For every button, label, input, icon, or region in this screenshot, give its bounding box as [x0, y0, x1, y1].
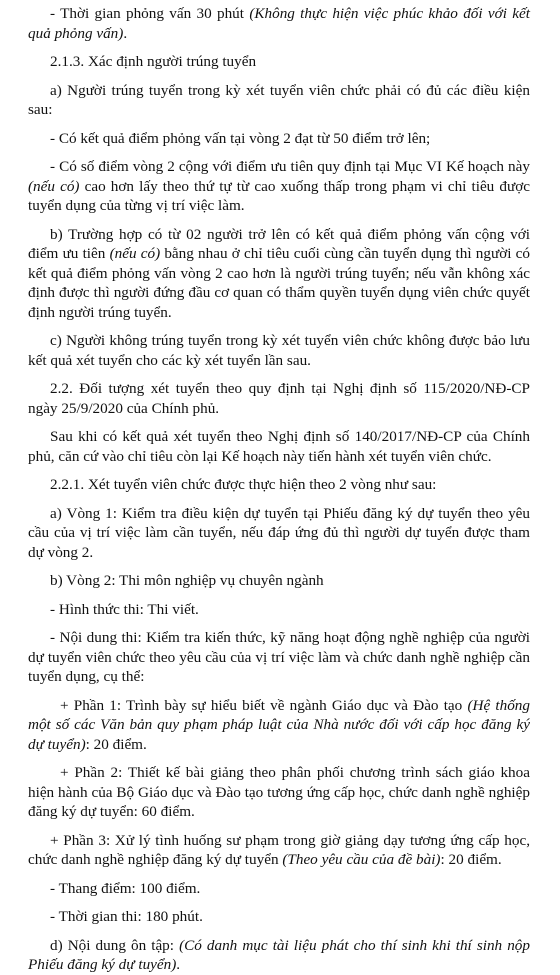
section-heading-2-1-3: 2.1.3. Xác định người trúng tuyển: [50, 53, 257, 70]
paragraph-tie-case: [28, 225, 530, 323]
paragraph-round-2: b) Vòng 2: Thi môn nghiệp vụ chuyên ngành: [50, 572, 324, 589]
paragraph-conditions: a) Người trúng tuyển trong kỳ xét tuyển viên chức phải có đủ các điều kiện sau:: [28, 81, 530, 118]
section-heading-2-2-1: 2.2.1. Xét tuyển viên chức được thực hiện theo 2 vòng như sau:: [50, 476, 437, 493]
text: d) Nội dung ôn tập:: [50, 936, 180, 954]
text: - Có số điểm vòng 2 cộng với điểm ưu tiên quy định tại Mục VI Kế hoạch này: [50, 158, 530, 175]
paragraph-part-3: [28, 831, 530, 870]
text: .: [176, 956, 181, 973]
text: + Phần 3: Xử lý tình huống sư phạm trong giờ giảng dạy tương ứng cấp học, chức danh nghề nghiệp đăng ký dự tuyển: [28, 831, 530, 868]
paragraph-after-results: Sau khi có kết quả xét tuyển theo Nghị định số 140/2017/NĐ-CP của Chính phủ, căn cứ vào chỉ tiêu còn lại Kế hoạch này tiến hành xét tuyển viên chức.: [28, 428, 530, 465]
italic-text: (Có danh mục tài liệu phát cho thí sinh khi thí sinh nộp Phiếu đăng ký dự tuyển): [28, 936, 530, 973]
text: bằng nhau ở chỉ tiêu cuối cùng cần tuyển dụng thì người có kết quả điểm phỏng vấn vòng 2 cao hơn là người trúng tuyển; nếu vẫn không xác định được thì người đứng đầu cơ quan có thẩm quyền tuyển dụng viên chức quyết định người trúng tuyển.: [28, 245, 530, 321]
paragraph-part-2: + Phần 2: Thiết kế bài giảng theo phân phối chương trình sách giáo khoa hiện hành của Bộ Giáo dục và Đào tạo tương ứng cấp học, chức danh nghề nghiệp đăng ký dự tuyển: 60 điểm.: [28, 764, 530, 820]
text: .: [123, 24, 128, 42]
paragraph-exam-form: - Hình thức thi: Thi viết.: [50, 600, 199, 618]
paragraph-score-condition: - Có kết quả điểm phỏng vấn tại vòng 2 đạt từ 50 điểm trở lên;: [50, 129, 431, 147]
text: cao hơn lấy theo thứ tự từ cao xuống thấp trong phạm vi chỉ tiêu được tuyển dụng của từng vị trí việc làm.: [28, 177, 530, 214]
text: : 20 điểm.: [440, 851, 502, 868]
text: : 20 điểm.: [85, 735, 147, 753]
section-heading-2-2: 2.2. Đối tượng xét tuyển theo quy định tại Nghị định số 115/2020/NĐ-CP ngày 25/9/2020 của Chính phủ.: [28, 380, 530, 417]
text: b) Trường hợp có từ 02 người trở lên có kết quả điểm phỏng vấn cộng với điểm ưu tiên: [28, 225, 530, 262]
italic-text: (Không thực hiện việc phúc khảo đối với kết quả phỏng vấn): [28, 5, 530, 42]
paragraph-round-1: a) Vòng 1: Kiểm tra điều kiện dự tuyển tại Phiếu đăng ký dự tuyển theo yêu cầu của vị trí việc làm cần tuyển, nếu đáp ứng đủ thì người dự tuyển được tham dự vòng 2.: [28, 504, 530, 561]
paragraph-exam-content: - Nội dung thi: Kiểm tra kiến thức, kỹ năng hoạt động nghề nghiệp của người dự tuyển viên chức theo yêu cầu của vị trí việc làm và chức danh nghề nghiệp cần tuyển dụng, cụ thể:: [28, 629, 530, 685]
text: - Thời gian phỏng vấn 30 phút: [50, 5, 250, 22]
paragraph-score-scale: - Thang điểm: 100 điểm.: [50, 879, 201, 897]
italic-text: (nếu có): [28, 177, 80, 195]
paragraph-interview-time: [28, 4, 530, 43]
paragraph-exam-duration: - Thời gian thi: 180 phút.: [50, 908, 203, 925]
italic-text: (Hệ thống một số các Văn bản quy phạm pháp luật của Nhà nước đối với cấp học đăng ký dự tuyển): [28, 696, 530, 753]
paragraph-not-retained: c) Người không trúng tuyển trong kỳ xét tuyển viên chức không được bảo lưu kết quả xét tuyển cho các kỳ xét tuyển lần sau.: [28, 332, 530, 369]
italic-text: (Theo yêu cầu của đề bài): [282, 851, 441, 868]
paragraph-priority-score: [28, 157, 530, 216]
paragraph-part-1: [28, 696, 530, 755]
paragraph-review-content: [28, 936, 530, 975]
italic-text: (nếu có): [109, 245, 161, 262]
text: + Phần 1: Trình bày sự hiểu biết về ngành Giáo dục và Đào tạo: [60, 696, 468, 714]
